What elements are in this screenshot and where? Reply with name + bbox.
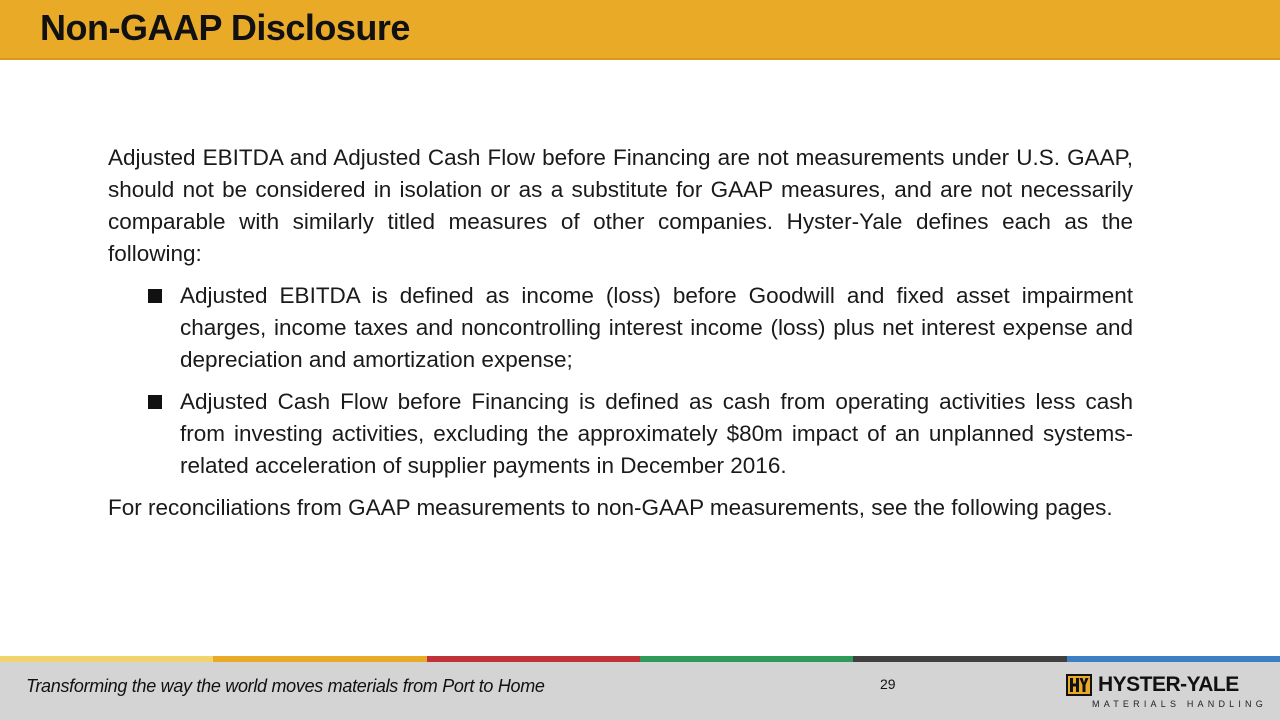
definition-list bbox=[108, 280, 1133, 482]
square-bullet-icon bbox=[148, 289, 162, 303]
square-bullet-icon bbox=[148, 395, 162, 409]
slide-body bbox=[108, 142, 1133, 534]
page-number: 29 bbox=[880, 676, 896, 692]
intro-paragraph: Adjusted EBITDA and Adjusted Cash Flow before Financing are not measurements under U.S. GAAP, should not be considered in isolation or as a substitute for GAAP measures, and are not necessarily comparable with similarly titled measures of other companies. Hyster-Yale defines each as the following: bbox=[108, 145, 1133, 266]
page-title: Non-GAAP Disclosure bbox=[40, 7, 410, 48]
bullet-text-adjusted-ebitda: Adjusted EBITDA is defined as income (loss) before Goodwill and fixed asset impairment charges, income taxes and noncontrolling interest income (loss) plus net interest expense and depreciation and amortization expense; bbox=[180, 283, 1133, 372]
title-bar bbox=[0, 0, 1280, 60]
list-item bbox=[108, 386, 1133, 482]
logo-subtitle: MATERIALS HANDLING bbox=[1092, 699, 1267, 709]
hy-logo-icon bbox=[1066, 674, 1092, 696]
company-logo bbox=[1066, 673, 1267, 714]
bullet-text-adjusted-cash-flow: Adjusted Cash Flow before Financing is defined as cash from operating activities less cash from investing activities, excluding the approximately $80m impact of an unplanned systems-related acceleration of supplier payments in December 2016. bbox=[180, 389, 1133, 478]
footer-tagline: Transforming the way the world moves materials from Port to Home bbox=[26, 676, 545, 696]
closing-paragraph: For reconciliations from GAAP measurements to non-GAAP measurements, see the following pages. bbox=[108, 495, 1113, 520]
footer bbox=[0, 662, 1280, 720]
logo-name: HYSTER-YALE bbox=[1098, 673, 1239, 696]
list-item bbox=[108, 280, 1133, 376]
